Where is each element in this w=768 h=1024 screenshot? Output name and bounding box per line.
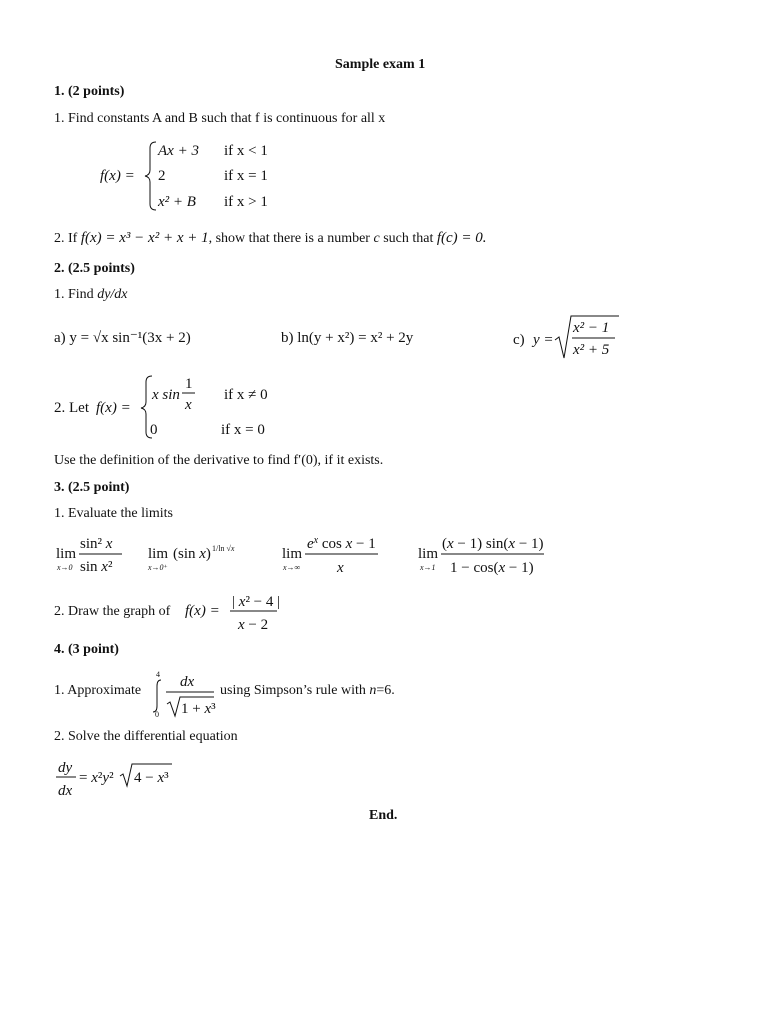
svg-text:sin² x: sin² x	[80, 536, 113, 552]
s1-q2-lead: 2. If	[54, 231, 78, 246]
s2-q2-lhs: f(x) =	[96, 400, 131, 416]
s2-q1-c	[511, 312, 621, 362]
svg-text:x→1: x→1	[420, 563, 436, 572]
s2-q2-row2-cond: if x = 0	[221, 422, 265, 438]
section-4-header: 4. (3 point)	[54, 642, 119, 657]
s4-q1-upper: 4	[156, 670, 160, 679]
s4-q2-text: 2. Solve the differential equation	[54, 729, 238, 744]
s1-q1-row3-expr: x² + B	[158, 194, 196, 210]
s4-q1-den: 1 + x³	[181, 701, 216, 717]
s4-q2-ode	[54, 754, 194, 802]
s4-q1-tail	[220, 684, 395, 698]
s1-q1-row2-expr: 2	[158, 168, 166, 184]
s4-q1-integral	[150, 666, 220, 720]
s1-q1-lhs: f(x) =	[100, 168, 135, 184]
s1-q2-line	[54, 231, 487, 246]
s3-limit-2	[147, 544, 235, 572]
s2-q1-lead: 1. Find	[54, 287, 94, 302]
s2-q2-row2-expr: 0	[150, 422, 158, 438]
s1-q2-end: f(c) = 0.	[436, 230, 487, 246]
s2-q1-var: dy/dx	[97, 287, 128, 302]
svg-text:lim: lim	[282, 546, 303, 562]
s3-q1-text: 1. Evaluate the limits	[54, 506, 173, 521]
s4-q1-tail-n: n	[369, 683, 377, 698]
s3-q2-lead: 2. Draw the graph of	[54, 604, 171, 619]
s1-q1-piecewise	[100, 136, 320, 216]
s1-q2-mid: , show that there is a number	[208, 231, 370, 246]
s1-q1-row1-expr: Ax + 3	[158, 143, 199, 159]
s2-q2-row1-cond: if x ≠ 0	[224, 387, 268, 403]
s2-q1-c-num: x² − 1	[573, 320, 610, 336]
svg-text:1 − cos(x − 1): 1 − cos(x − 1)	[450, 560, 534, 576]
svg-text:x→0⁺: x→0⁺	[148, 563, 168, 572]
svg-text:lim: lim	[56, 546, 77, 562]
s3-q1-limits	[54, 532, 554, 582]
s3-q2-lhs: f(x) =	[185, 603, 220, 619]
s1-q1-row1-cond: if x < 1	[224, 143, 268, 159]
s4-q1-tail-b: =6.	[376, 683, 395, 698]
s1-q1-brace	[145, 142, 156, 210]
s2-q1-c-label: c)	[513, 332, 525, 348]
s2-q2-followup: Use the definition of the derivative to find f′(0), if it exists.	[54, 453, 384, 468]
svg-text:lim: lim	[418, 546, 439, 562]
s3-limit-3	[282, 535, 378, 576]
s1-q2-formula: f(x) = x³ − x² + x + 1	[80, 230, 209, 246]
s1-q2-tail: such that	[383, 231, 434, 246]
s4-q1-num: dx	[180, 674, 195, 690]
s4-q1-tail-a: using Simpson’s rule with	[220, 683, 366, 698]
svg-text:x→0: x→0	[57, 563, 73, 572]
s1-q1-text: 1. Find constants A and B such that f is continuous for all x	[54, 111, 386, 126]
svg-text:ex cos x − 1: $e^x$ cos x − 1	[307, 535, 376, 552]
svg-text:1/ln √x: 1/ln √x	[212, 544, 235, 553]
s2-q1-line	[54, 288, 128, 302]
svg-text:(sin x): (sin x)	[173, 546, 211, 562]
section-3-header: 3. (2.5 point)	[54, 480, 130, 495]
s1-q1-row2-cond: if x = 1	[224, 168, 268, 184]
svg-text:(x − 1) sin(x − 1): (x − 1) sin(x − 1)	[442, 536, 544, 552]
s4-q1-lead: 1. Approximate	[54, 683, 142, 698]
section-2-header: 2. (2.5 points)	[54, 261, 135, 276]
s3-q2-num: | x² − 4 |	[232, 594, 281, 610]
s3-q2-line	[54, 592, 294, 636]
svg-text:sin x²: sin x²	[80, 559, 113, 575]
section-1-header: 1. (2 points)	[54, 84, 125, 99]
s2-q2-row1-expr: x sin	[152, 387, 180, 403]
s3-q2-den: x − 2	[238, 617, 269, 633]
s1-q2-c: c	[373, 231, 380, 246]
s2-q2-lead: 2. Let	[54, 400, 89, 416]
svg-text:x→∞: x→∞	[283, 563, 301, 572]
s2-q2-row1-den: x	[185, 397, 192, 413]
s2-q1-c-lhs: y =	[533, 332, 554, 348]
page-title: Sample exam 1	[335, 57, 426, 72]
s4-q2-rhs: = x²y²	[79, 770, 114, 786]
svg-text:lim: lim	[148, 546, 169, 562]
s2-q2-row1-num: 1	[185, 376, 193, 392]
s3-limit-1	[56, 536, 122, 575]
s4-q2-dx: dx	[58, 783, 73, 799]
s2-q1-c-den: x² + 5	[573, 342, 610, 358]
s2-q1-b: b) ln(y + x²) = x² + 2y	[281, 330, 414, 346]
s2-q1-a: a) y = √x sin⁻¹(3x + 2)	[54, 330, 191, 346]
end-marker: End.	[369, 808, 398, 823]
svg-text:x: x	[337, 560, 344, 576]
s4-q1-lower: 0	[155, 710, 159, 719]
s3-limit-4	[418, 536, 544, 576]
s2-q2-piecewise	[54, 372, 294, 442]
s4-q2-dy: dy	[58, 760, 73, 776]
s4-q2-radicand: 4 − x³	[134, 770, 169, 786]
s4-q1-integral-sign	[153, 680, 161, 712]
s1-q1-row3-cond: if x > 1	[224, 194, 268, 210]
